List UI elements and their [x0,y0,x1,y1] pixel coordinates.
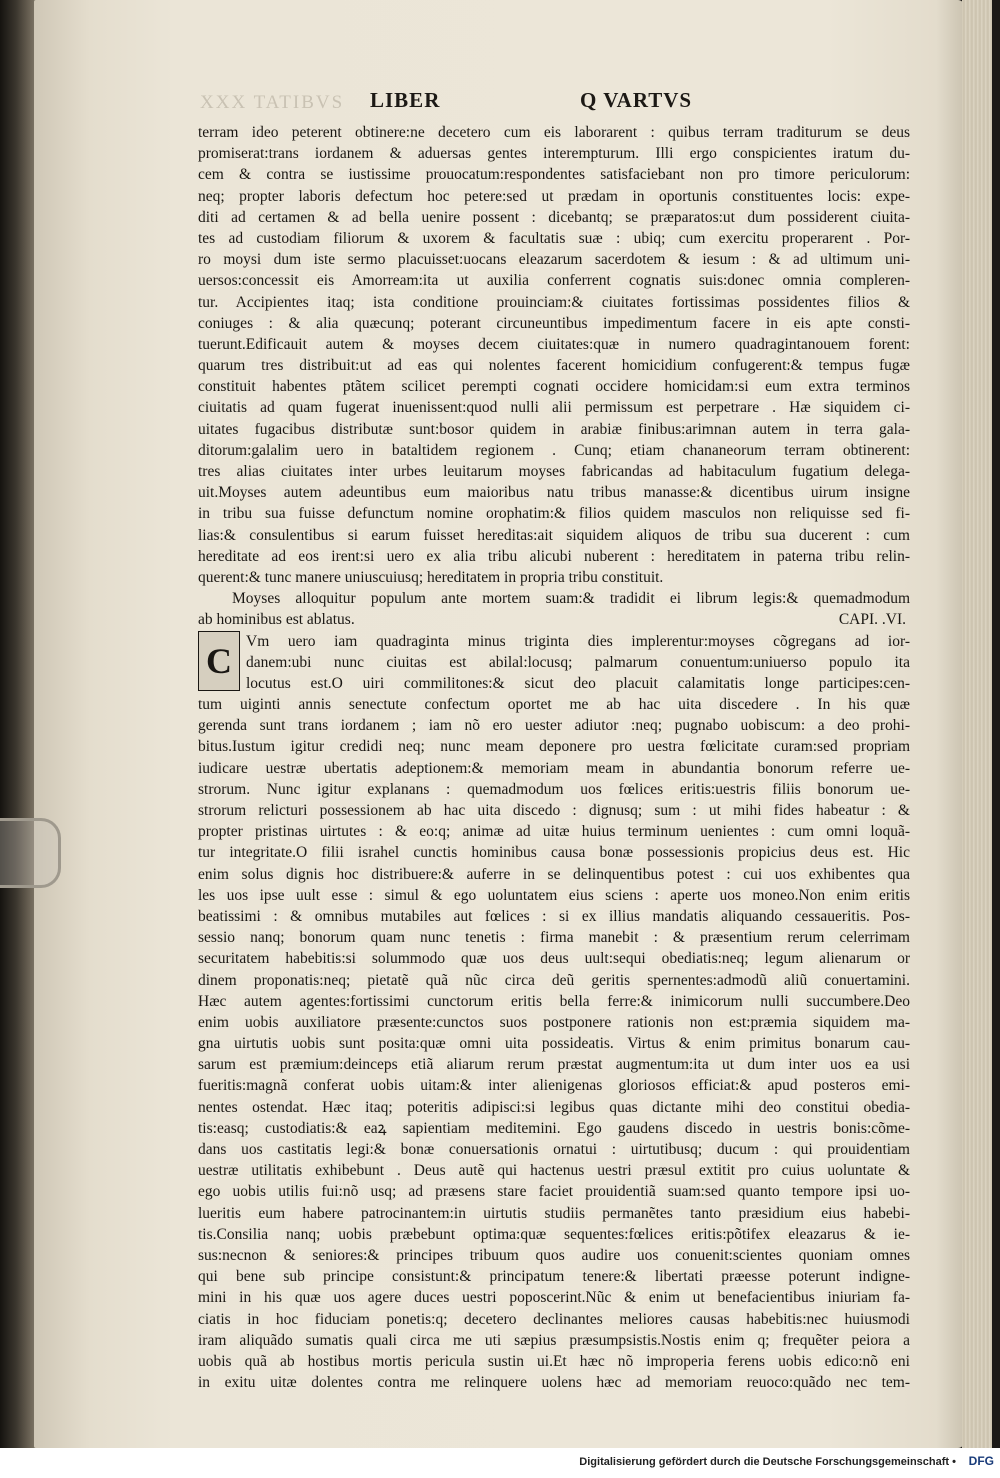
text-line: qui bene sub principe consistunt:& principatum tenere:& libertati præesse poterunt indigne- [198,1268,910,1286]
text-line: in tribu sua fuisse defunctum nomine orophatim:& filios quidem masculos non reliquisse sed fi- [198,505,910,523]
text-line: ditorum:galalim uero in bataltidem regionem . Cunq; etiam chananeorum terram obtinerent: [198,441,910,459]
text-line: tres alias ciuitates inter urbes leuitarum moyses fabricandas ad habitaculum fugatium delega- [198,463,910,480]
digitization-footer [0,1448,1000,1478]
chapter-number: CAPI. .VI. [838,611,906,629]
text-line: ro moysi dum iste sermo placuisset:uocans eleazarum sacerdotem & iesum : & ad ultimum uni- [198,251,910,269]
text-line: uestræ utilitatis exhibebunt . Deus autẽ qui hactenus uestri præsul extitit pro cuius uoluntate & [198,1162,910,1180]
text-line: sus:necnon & seniores:& principes tribuum quos audire uos conuenit:scientes quoniam omnes [198,1246,910,1264]
text-line: promiserat:trans iordanem & aduersas gentes interempturum. Illi ergo conspicientes iratum du- [198,145,910,163]
text-line: quarum tres distribuit:ut ad eas qui nolentes facerent homicidium confugerent:& tempus fugæ [198,357,910,375]
text-line: sarum est præmium:deinceps etiã aliarum rerum præstat augmentum:ita ut dum inter uos ea usi [198,1056,910,1074]
text-line: securitatem habebitis:si solummodo quæ uos deus uult:sequi obediatis:neq; legum alienarum or [198,950,910,968]
text-line: nentes ostendat. Hæc itaq; poteritis adipisci:si legibus quas dictante mihi deo constitui obedia- [198,1098,910,1116]
text-line: gerenda sunt trans iordanem ; iam nõ ero uester adiutor :neq; pugnabo uobiscum: a deo prohi- [198,717,910,735]
text-line: constituit habentes ptãtem scilicet perempti cognati occidere homicidam:si eum extra terminos [198,378,910,396]
running-head-left: LIBER [370,88,441,112]
heading-line [198,609,910,630]
text-line: tes ad custodiam filiorum & uxorem & facultatis suæ : ubiq; cum exercitu properarent . Por- [198,229,910,247]
funding-credit: Digitalisierung gefördert durch die Deutsche Forschungsgemeinschaft • [579,1456,956,1468]
text-line: ciuitatis ad quam fugerat inuenissent:quod nulli alii permissum est perpetrare . Hæ siquidem ci- [198,399,910,417]
heading-line: Moyses alloquitur populum ante mortem suam:& tradidit ei librum legis:& quemadmodum [232,590,910,608]
section-heading [198,588,910,630]
text-line: dans uos castitatis legi:& bonæ conuersationis ornatui : uirtutibusq; ducum : qui prouidentiam [198,1141,910,1158]
text-line: diti ad certamen & ad bella uenire possent : dicebantq; se præparatos:ut dum possiderent ciuita- [198,208,910,226]
text-line: querent:& tunc manere uniuscuiusq; hereditatem in propria tribu constituit. [198,568,664,586]
text-line: uit.Moyses autem adeuntibus eum maioribus natu tribus manasse:& dicentibus uirum insigne [198,484,910,502]
text-line: uitates fugacibus distributæ sunt:bosor quidem in arabiæ finibus:arimnan autem in terra gala- [198,420,910,438]
chapter-paragraph [198,694,910,1393]
drop-initial: C [198,631,240,691]
text-line: lias:& consulentibus si earum fuisset hereditas:ait siquidem aliquos de tribu sua ducerent : cum [198,526,910,544]
dfg-logo: DFG [968,1454,994,1468]
text-line: tur integritate.O filii israhel cunctis hominibus causa bonæ possessionis propicius deus est. Hic [198,844,910,862]
text-line: locutus est.O uiri commilitones:& sicut deo placuit calamitatis longe participes:cen- [246,674,910,692]
running-head-right: Q VARTVS [580,88,693,112]
main-text [198,122,910,1393]
text-line: lueritis eum habere patrocinantem:in uirtutis studiis permanẽtes tanto præsidium eius habebi- [198,1204,910,1222]
right-page-stack [962,0,1000,1448]
text-line: Vm uero iam quadraginta minus triginta dies implerentur:moyses cõgregans ad ior- [246,632,910,650]
text-line: danem:ubi nunc ciuitas est abilal:locusq; palmarum conuentum:uniuerso populo ita [246,653,910,671]
page-clip [0,818,61,888]
text-line: coniuges : & alia quæcunq; poterant circuneuntibus impedimentum facere in eis apte consti- [198,314,910,332]
text-line: fueritis:magnã conferat uobis uitam:& inter alienigenas gloriosos efficiat:& apud posteros emi- [198,1077,910,1095]
chapter-opening [198,631,910,695]
text-line: in exitu uitæ dolentes contra me relinquere uolens hæc ad memoriam reuoco:quãdo nec tem- [198,1374,910,1392]
text-line: enim solus dignis hoc distribuere:& auferre in se delinquentibus potest : cui uos exhibentes qua [198,865,910,883]
text-line: uobis quã ab hostibus mortis pericula sustin ui.Et hæc nõ improperia ferens uobis edico:nõ eni [198,1352,910,1370]
text-line: strorum. Nunc igitur explanans : quemadmodum uos fœlices eritis:uestris filiis bonorum ue- [198,780,910,798]
text-line: les uos ipse uult esse : simul & ego uoluntatem eius sciens : aperte uos moneo.Non enim eritis [198,886,910,904]
text-line: tis:easq; custodiatis:& eaꝝ sapientiam meditemini. Ego gaudens discedo in uestris bonis:cõme- [198,1119,910,1137]
right-binding-strip [992,0,1000,1448]
text-line: tur. Accipientes itaq; ista conditione prouinciam:& ciuitates fortissimas possidentes filios & [198,293,910,311]
text-line: enim uobis auxiliatore præsente:cunctos suos postponere rationis non est:præmia siquidem ma- [198,1013,910,1031]
body-paragraph [198,122,910,588]
text-line: ciatis in hoc fiduciam ponetis:q; decetero declinantes meliores causas habebitis:nec huiusmodi [198,1310,910,1328]
text-line: uersos:concessit eis Amorream:ita ut auxilia conferrent cognatis suis:donec omnia compleren- [198,272,910,290]
text-line: ego uobis utilis fui:nõ usq; ad præsens stare faciet prouidentiã suam:sed quanto tempore ipsi uo- [198,1183,910,1201]
text-line: dinem proponatis:neq; pietatẽ quã nũc circa deũ geritis spernentes:admodũ aliũ conuertamini. [198,971,910,989]
text-line: neq; propter laboris defectum hoc petere:sed ut prædam in oportunis constituentes locis: expe- [198,187,910,205]
running-head [200,88,900,118]
text-line: hereditate ad eos irent:si uero ex alia tribu alicubi nuberent : hereditatem in paterna tribu relin- [198,547,910,565]
text-line: Hæc autem agentes:fortissimi cunctorum eritis bella ferre:& inimicorum nulli succumbere.Deo [198,992,910,1010]
text-line: gna uirtutis uobis sunt posita:quæ omni uita possideatis. Virtus & enim primitus bonarum cau- [198,1035,910,1053]
text-line: iudicare uestræ ubertatis adeptionem:& memoriam meam in abundantia bonorum referre ue- [198,759,910,777]
text-line: beatissimi : & omnibus mutabiles aut fœlices : si ex illius mandatis aliquando cessaueritis. Pos- [198,907,910,925]
text-line: tum uiginti annis senectute confectum oportet me ab hac uita discedere . In his quæ [198,696,910,714]
heading-line-2: ab hominibus est ablatus. [198,611,355,629]
show-through-text: XXX TATIBVS [200,92,345,113]
text-line: propter pristinas uirtutes : & eo:q; animæ ad uitæ huius terminum uenientes : cum omni loquã- [198,823,910,841]
text-line: tuerunt.Edificauit autem & moyses decem ciuitates:quæ in numero quadragintanouem forent: [198,335,910,353]
text-line: tis.Consilia nanq; uobis præbebunt optima:quæ sequentes:fœlices eritis:põtifex eleazarus & ie- [198,1225,910,1243]
text-line: terram ideo peterent obtinere:ne decetero cum eis laborarent : quibus terram traditurum se deus [198,124,910,141]
text-line: strorum relicturi possessionem ab hac uita discedo : dignusq; sum : ut mihi fides habeatur : & [198,802,910,819]
text-line: mini in his quæ uos agere duces uestri poposcerint.Nũc & enim ut benefacientibus iniuriam fa- [198,1289,910,1307]
text-line: sessio nanq; bonorum quam nunc tenetis : firma manebit : & præsentium rerum celerrimam [198,929,910,947]
text-line: bitus.Iustum igitur credidi neq; nunc meam deponere pro uestra fœlicitate curam:sed propriam [198,738,910,756]
text-line: cem & contra se iustissime prouocatum:respondentes satisfaciebant non pro timore periculorum: [198,166,910,184]
text-line: iram aliquãdo sumatis quali circa me uti sæpius præsumpsistis.Nostis enim q; frequẽter peiora a [198,1331,910,1349]
